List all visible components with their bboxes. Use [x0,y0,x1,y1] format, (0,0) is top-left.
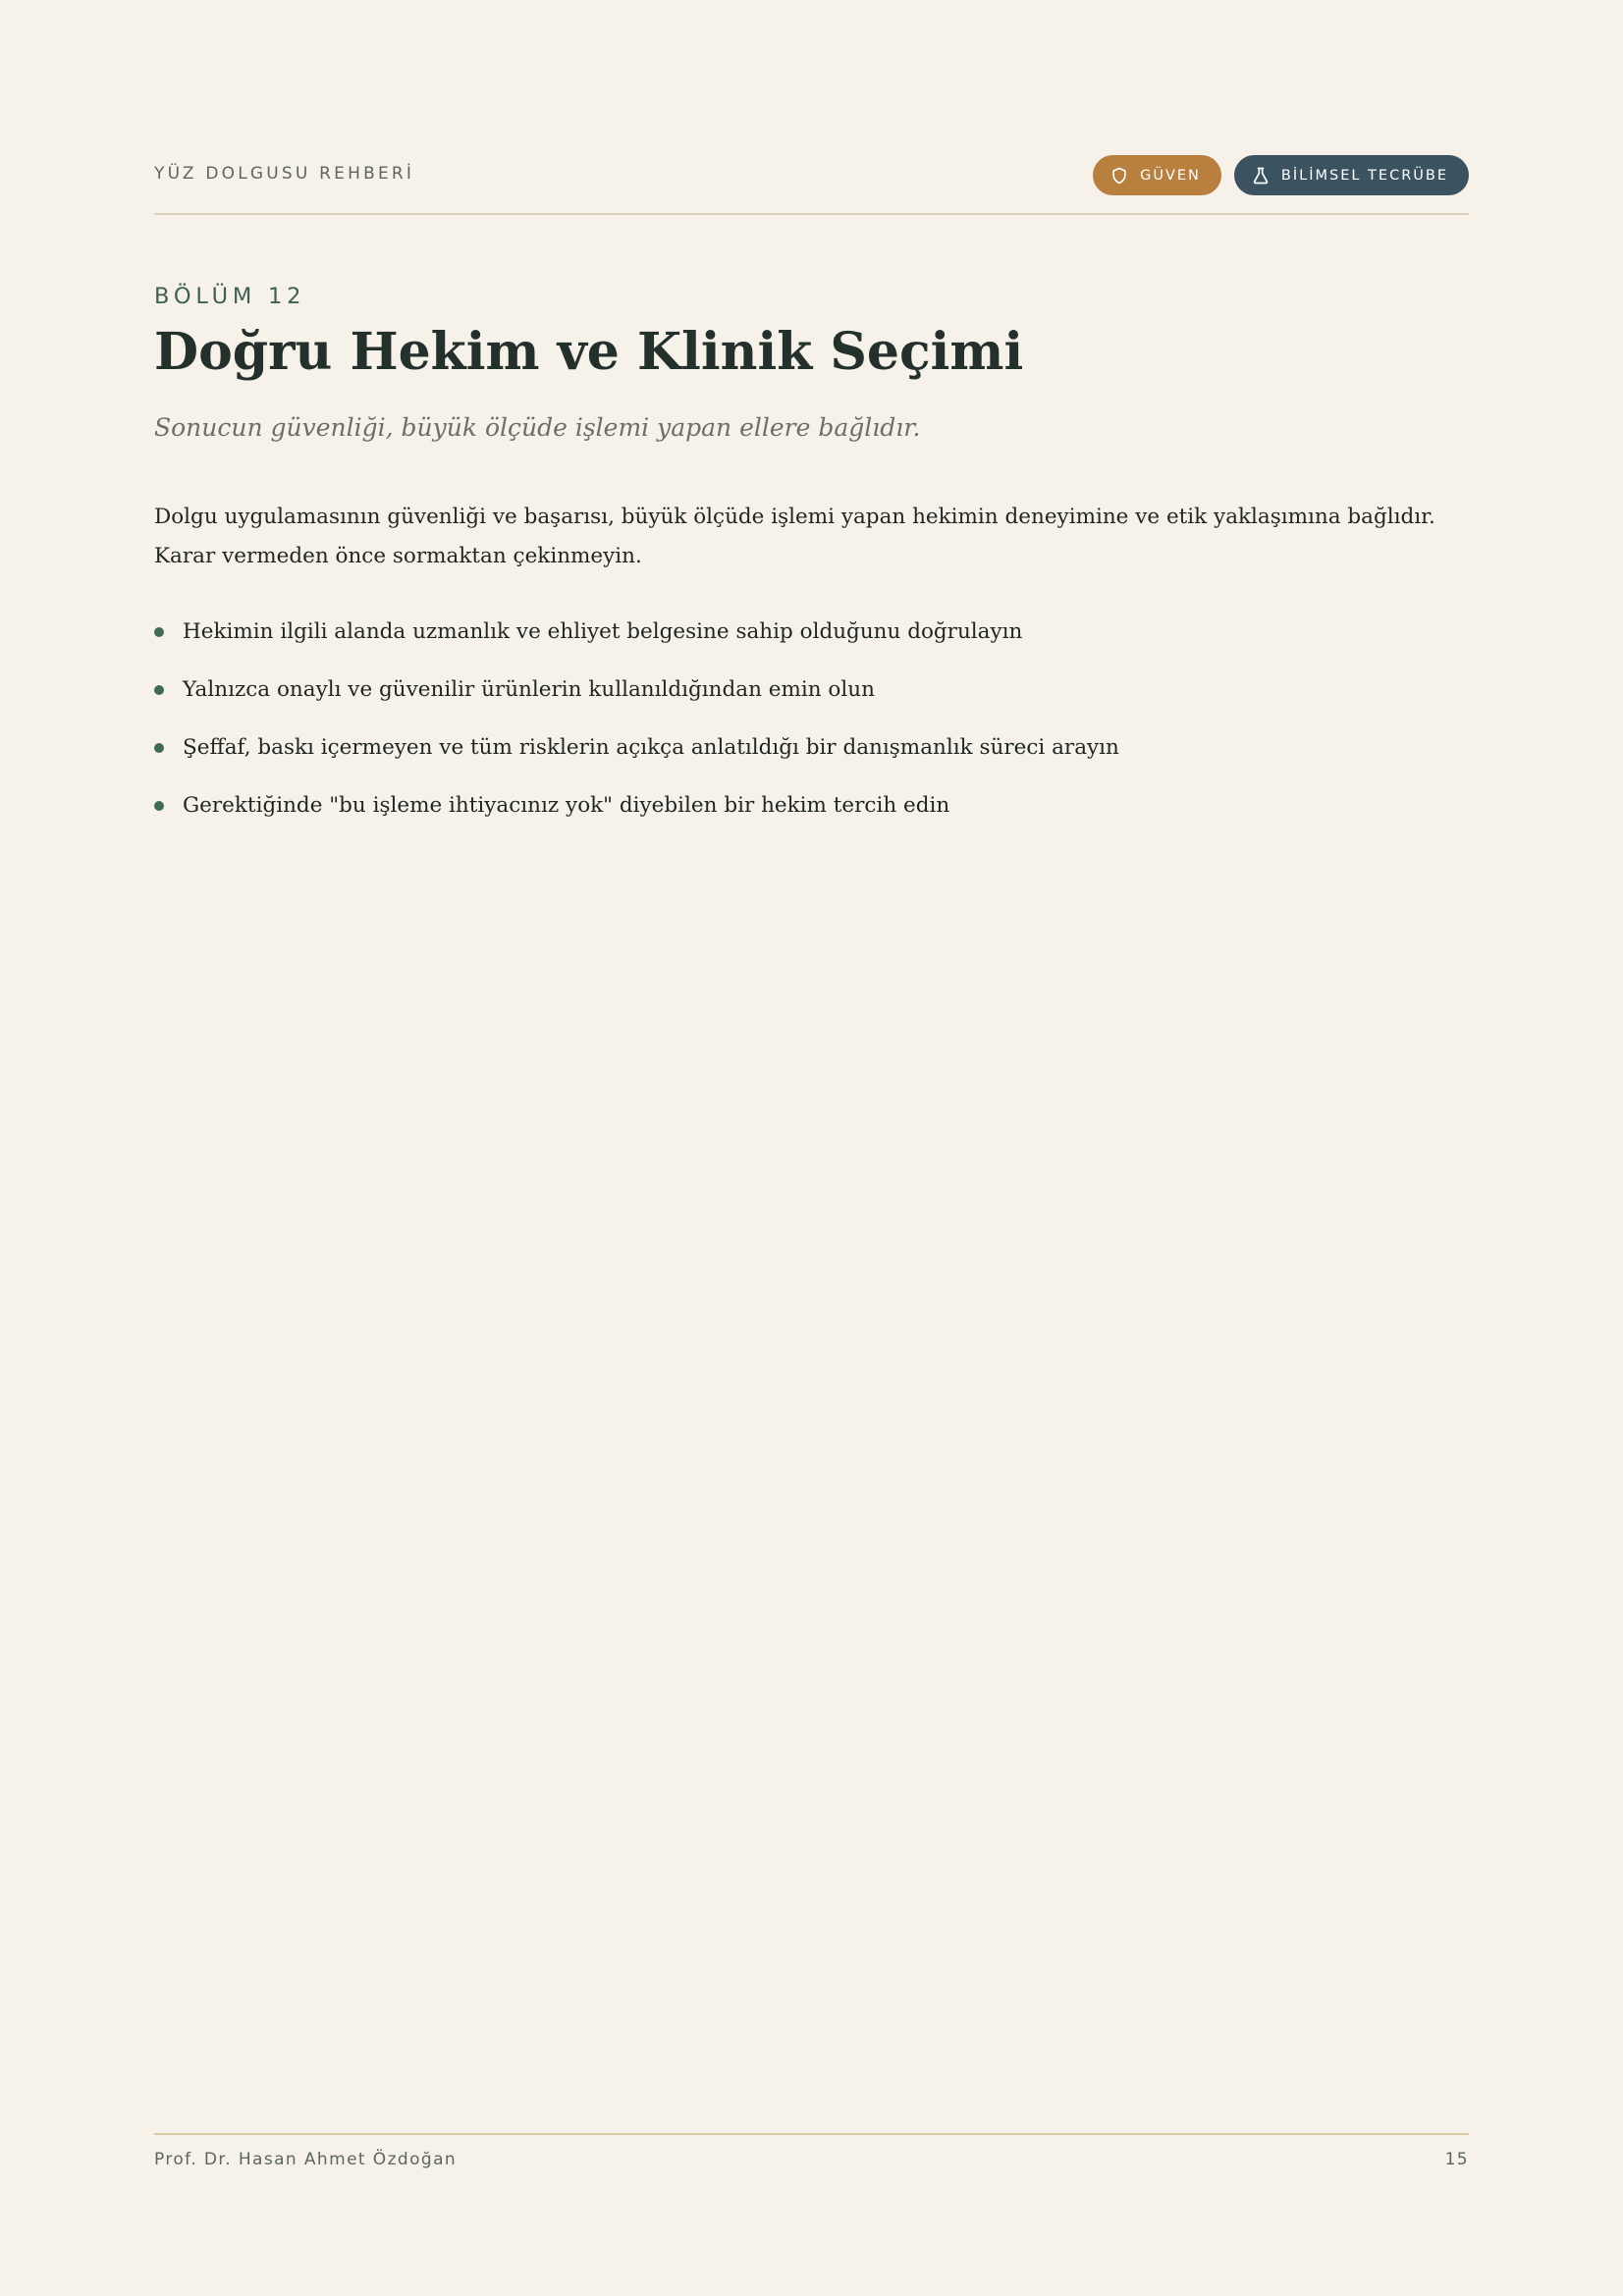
footer-author: Prof. Dr. Hasan Ahmet Özdoğan [154,2150,458,2169]
science-badge [1234,155,1469,195]
document-page [154,0,1469,2296]
page-number: 15 [1444,2150,1469,2169]
flask-icon [1251,166,1271,186]
list-item [154,613,1469,670]
list-item-text: Yalnızca onaylı ve güvenilir ürünlerin kullanıldığından emin olun [183,677,875,702]
science-badge-label: BİLİMSEL TECRÜBE [1280,167,1448,184]
list-item [154,728,1469,786]
bullet-dot-icon [154,627,164,637]
page-footer [154,2133,1469,2169]
page-title: Doğru Hekim ve Klinik Seçimi [154,322,1024,382]
list-item [154,786,1469,844]
chapter-label: BÖLÜM 12 [154,284,306,309]
bullet-dot-icon [154,685,164,695]
list-item [154,670,1469,728]
page-header [154,152,1469,215]
checklist [154,613,1469,844]
badge-group [1093,155,1469,195]
shield-icon [1109,166,1129,186]
list-item-text: Hekimin ilgili alanda uzmanlık ve ehliyet belgesine sahip olduğunu doğrulayın [183,619,1023,644]
trust-badge [1093,155,1221,195]
list-item-text: Gerektiğinde "bu işleme ihtiyacınız yok" diyebilen bir hekim tercih edin [183,793,950,818]
guide-title: YÜZ DOLGUSU REHBERİ [154,164,415,184]
list-item-text: Şeffaf, baskı içermeyen ve tüm risklerin açıkça anlatıldığı bir danışmanlık süreci arayın [183,735,1119,760]
bullet-dot-icon [154,801,164,811]
page-subtitle: Sonucun güvenliği, büyük ölçüde işlemi yapan ellere bağlıdır. [154,413,921,442]
bullet-dot-icon [154,743,164,753]
intro-paragraph: Dolgu uygulamasının güvenliği ve başarısı, büyük ölçüde işlemi yapan hekimin deneyimine ve etik yaklaşımına bağlıdır. Karar vermeden önce sormaktan çekinmeyin. [154,505,1435,568]
trust-badge-label: GÜVEN [1140,167,1201,184]
